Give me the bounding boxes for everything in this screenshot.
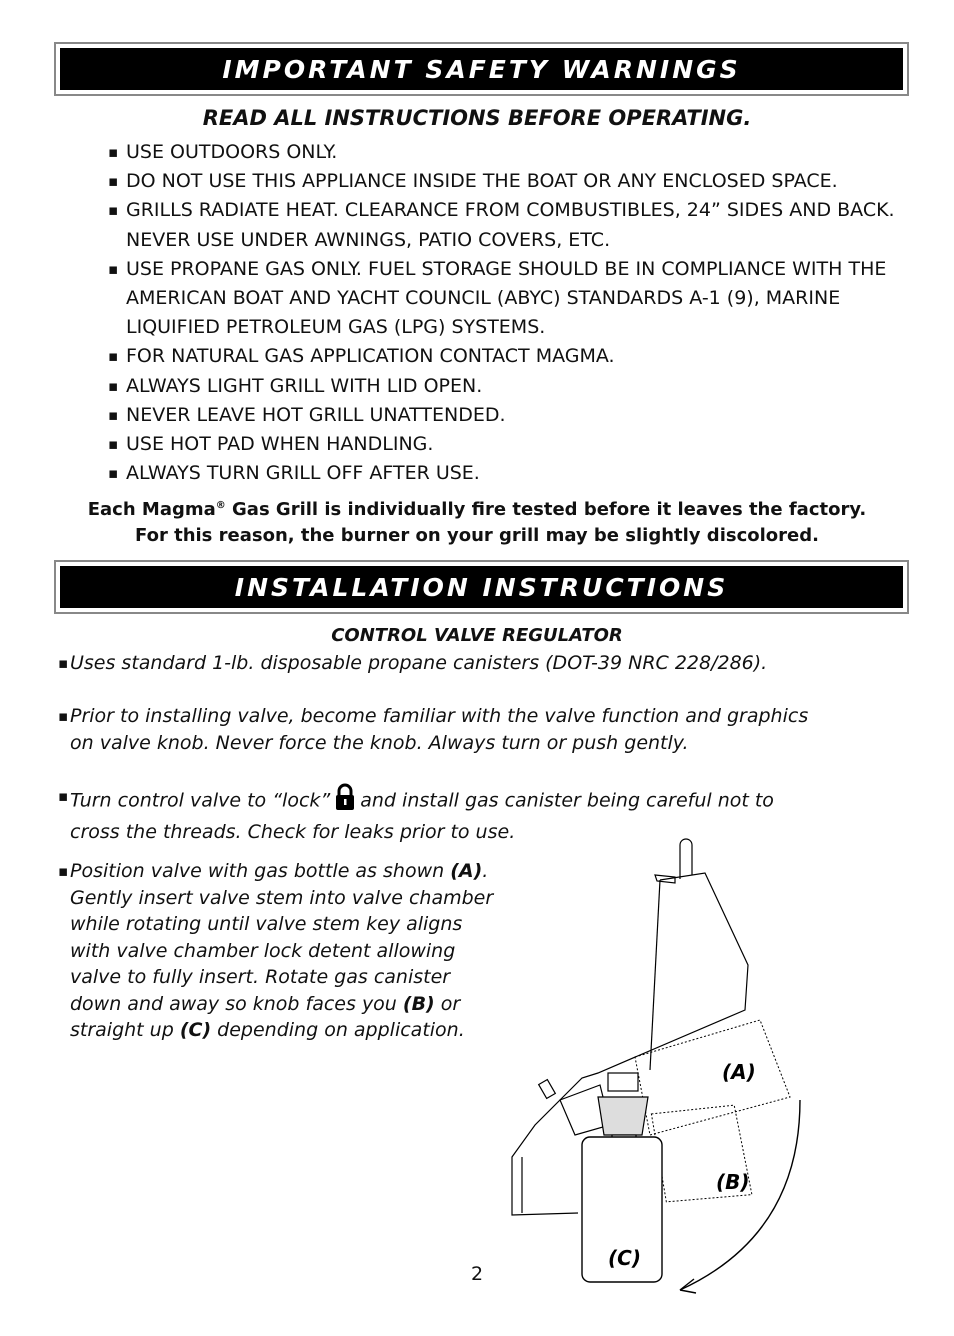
instruction-text: depending on application. <box>211 1019 465 1041</box>
note-brand: Each Magma <box>87 499 216 520</box>
warning-item: ▪ ALWAYS LIGHT GRILL WITH LID OPEN. <box>108 372 908 401</box>
lock-icon <box>334 783 356 819</box>
label-c: (C) <box>608 1246 641 1270</box>
instruction-line: on valve knob. Never force the knob. Always turn or push gently. <box>70 731 689 754</box>
note-line1: Gas Grill is individually fire tested before it leaves the factory. <box>225 499 867 520</box>
valve-body <box>598 1097 648 1135</box>
ref-c: (C) <box>179 1019 212 1041</box>
label-a: (A) <box>722 1060 756 1084</box>
valve-installation-illustration <box>500 835 820 1305</box>
grill-edge <box>650 880 660 1070</box>
instruction-line: Prior to installing valve, become familiar with the valve function and graphics <box>70 705 809 727</box>
control-valve-heading: CONTROL VALVE REGULATOR <box>331 625 623 646</box>
read-instructions-heading: READ ALL INSTRUCTIONS BEFORE OPERATING. <box>202 106 752 130</box>
safety-banner-title: IMPORTANT SAFETY WARNINGS <box>60 48 903 90</box>
instruction-line: while rotating until valve stem key aligns <box>70 913 463 935</box>
instruction-line: Gently insert valve stem into valve chamber <box>70 886 494 909</box>
instruction-text: Uses standard 1-lb. disposable propane canisters (DOT-39 NRC 228/286). <box>70 652 768 674</box>
page-number: 2 <box>470 1263 484 1285</box>
registered-mark: ® <box>215 500 226 511</box>
instruction-text: and install gas canister being careful not to <box>360 789 774 812</box>
warning-item: ▪ GRILLS RADIATE HEAT. CLEARANCE FROM COMBUSTIBLES, 24” SIDES AND BACK. NEVER USE UNDER AWNINGS, PATIO COVERS, ETC. <box>108 196 908 254</box>
safety-warnings-banner <box>54 42 909 96</box>
valve-top <box>608 1073 638 1091</box>
instruction-line: valve to fully insert. Rotate gas canister <box>70 966 451 988</box>
installation-banner-title: INSTALLATION INSTRUCTIONS <box>60 566 903 608</box>
warning-item: ▪ DO NOT USE THIS APPLIANCE INSIDE THE BOAT OR ANY ENCLOSED SPACE. <box>108 167 908 196</box>
instruction-line: with valve chamber lock detent allowing <box>70 939 456 962</box>
instruction-text: Position valve with gas bottle as shown <box>70 860 451 882</box>
instruction-paragraph-4: ▪ Position valve with gas bottle as shown (A). Gently insert valve stem into valve chamber while rotating until valve stem key aligns with valve chamber lock detent allowing valve to fully insert. Rotate gas canister down and away so knob faces you (B) or straight up (C) depending on application. <box>58 860 494 1041</box>
instruction-paragraph-3: ▪ Turn control valve to “lock” and install gas canister being careful not to cross the threads. Check for leaks prior to use. <box>58 783 774 845</box>
warning-item: ▪ USE PROPANE GAS ONLY. FUEL STORAGE SHOULD BE IN COMPLIANCE WITH THE AMERICAN BOAT AND YACHT COUNCIL (ABYC) STANDARDS A-1 (9), MARINE LIQUIFIED PETROLEUM GAS (LPG) SYSTEMS. <box>108 255 908 343</box>
instruction-line: cross the threads. Check for leaks prior to use. <box>70 820 516 843</box>
canister-position-a <box>635 1020 790 1135</box>
instruction-text: or <box>434 992 461 1015</box>
warning-item: ▪ NEVER LEAVE HOT GRILL UNATTENDED. <box>108 401 908 430</box>
fire-tested-note <box>0 493 954 549</box>
top-nozzle <box>680 839 692 879</box>
ref-a: (A) <box>450 860 483 882</box>
rotation-arrow <box>680 1100 800 1290</box>
note-line2: For this reason, the burner on your grill may be slightly discolored. <box>135 525 819 546</box>
instruction-text: . <box>482 860 489 882</box>
safety-warning-list <box>108 138 908 488</box>
label-b: (B) <box>716 1170 750 1194</box>
instruction-text: Turn control valve to “lock” <box>70 789 331 812</box>
instruction-paragraph-1: ▪ Uses standard 1-lb. disposable propane canisters (DOT-39 NRC 228/286). <box>58 650 767 677</box>
warning-item: ▪ USE OUTDOORS ONLY. <box>108 138 908 167</box>
warning-item: ▪ FOR NATURAL GAS APPLICATION CONTACT MAGMA. <box>108 342 908 371</box>
warning-item: ▪ ALWAYS TURN GRILL OFF AFTER USE. <box>108 459 908 488</box>
instruction-paragraph-2: ▪ Prior to installing valve, become familiar with the valve function and graphics on valve knob. Never force the knob. Always turn or push gently. <box>58 703 808 756</box>
installation-banner <box>54 560 909 614</box>
instruction-text: straight up <box>70 1019 180 1041</box>
ref-b: (B) <box>402 992 435 1015</box>
instruction-text: down and away so knob faces you <box>70 992 403 1015</box>
warning-item: ▪ USE HOT PAD WHEN HANDLING. <box>108 430 908 459</box>
